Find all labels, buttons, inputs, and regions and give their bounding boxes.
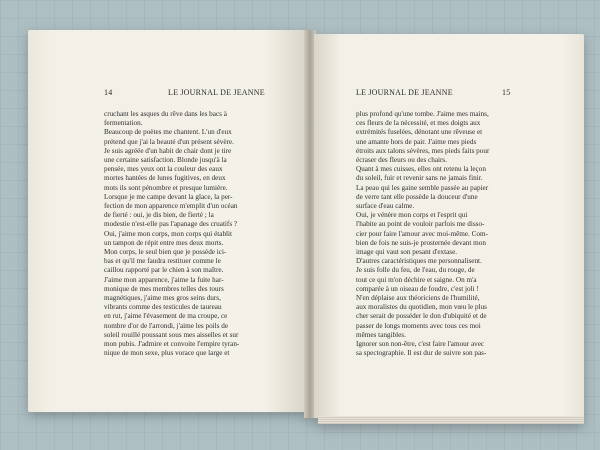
page-stack-edge: [318, 416, 584, 424]
right-page-body: plus profond qu'une tombe. J'aime mes mains, ces fleurs de la nécessité, et mes doigts aux extrémités fuselées, dénotant une rêveuse et une amante hors de pair. J'aime mes pieds étroits aux talons sévères, mes pieds faits pour écraser des fleurs ou des chairs. Quant à mes cuisses, elles ont retenu la leçon du soleil, fuir et revenir sans ne jamais finir. La peau qui les gaine semble passée au papier de verre tant elle possède la douceur d'une surface d'eau calme. Oui, je vénère mon corps et l'esprit qui l'habite au point de vouloir parfois me disso- cier pour faire l'amour avec moi-même. Com- bien de fois ne suis-je prosternée devant mon image qui vaut son pesant d'extase. D'autres caractéristiques me personnalisent. Je suis folle du feu, de l'eau, du rouge, de tout ce qui m'on déchire et saigne. On m'a comparée à un oiseau de foudre, c'est joli ! N'en déplaise aux théoriciens de l'humilité, aux moralistes du quotidien, mon vœu le plus cher serait de posséder le don d'ubiquité et de passer de longs moments avec tous ces moi mêmes tangibles. Ignorer son non-être, c'est faire l'amour avec sa spectographie. Il est dur de suivre son pas-: [356, 110, 490, 358]
right-running-title: LE JOURNAL DE JEANNE: [356, 88, 453, 97]
left-running-title: LE JOURNAL DE JEANNE: [168, 88, 265, 97]
left-page-body: cruchant les asques du rêve dans les bacs à fermentation. Beaucoup de poètes me chantent. L'un d'eux prétend que j'ai la beauté d'un présent sévère. Je suis agréée d'un habit de chair dont je tire une certaine satisfaction. Blonde jusqu'à la pensée, mes yeux ont la couleur des eaux mortes hantées de lunes fugitives, en deux mots ils sont pénombre et presque lumière. Lorsque je me campe devant la glace, la per- fection de mon apparence m'emplit d'un océan de fierté : oui, je dis bien, de fierté ; la modestie n'est-elle pas l'apanage des cruatifs ? Oui, j'aime mon corps, mon corps qui établit un tampon de répit entre mes deux morts. Mon corps, le seul bien que je possède ici- bas et qu'il me faudra restituer comme le caillou rapporté par le chien à son maître. J'aime mon apparence, j'aime la fuite har- monique de mes membres telles des tours magnétiques, j'aime mes gros seins durs, vibrants comme des testicules de taureau en rut, j'aime l'évasement de ma croupe, ce nombre d'or de l'arrondi, j'aime les poils de soleil rouillé poussant sous mes aisselles et sur mon pubis. J'admire et convoite l'empire tyran- nique de mon sexe, plus vorace que large et: [104, 110, 240, 358]
left-page-number: 14: [104, 88, 113, 97]
right-page: [314, 34, 584, 418]
left-page: [28, 30, 306, 412]
right-page-number: 15: [502, 88, 511, 97]
open-book: [28, 30, 584, 422]
